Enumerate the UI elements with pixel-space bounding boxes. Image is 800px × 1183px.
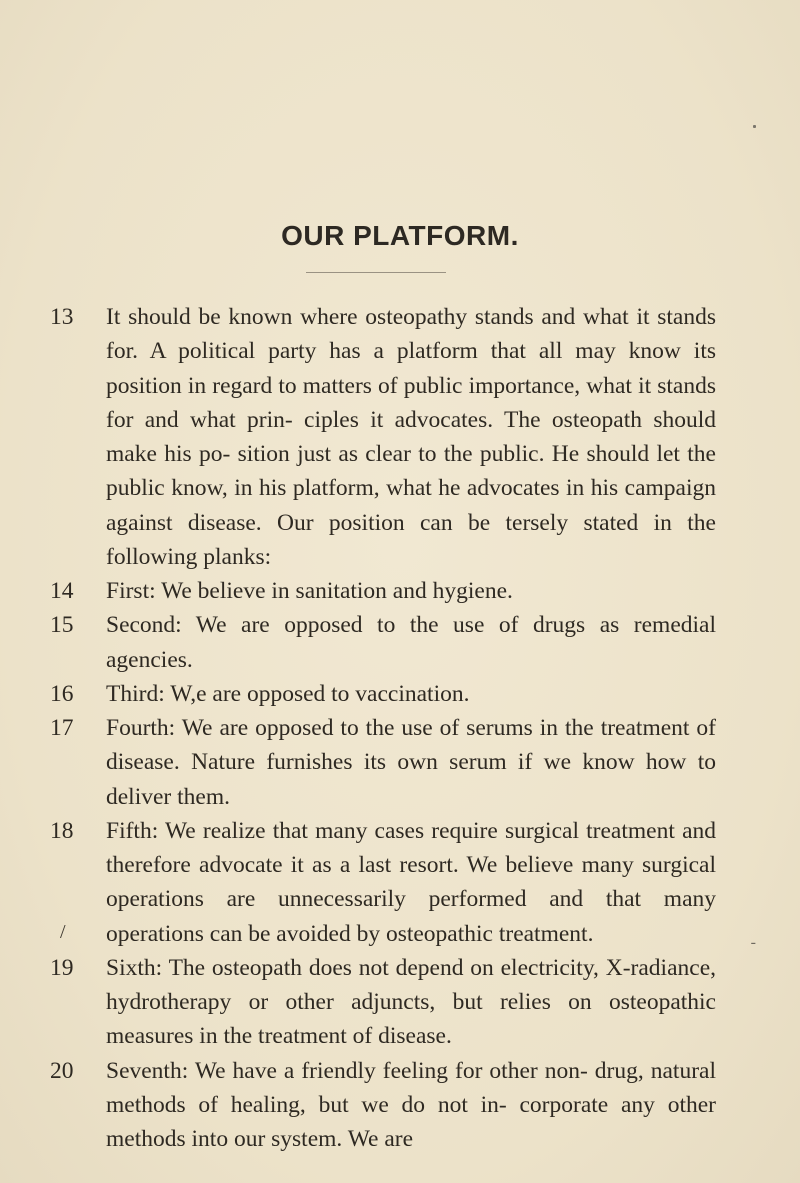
margin-slash-mark: / [60,920,66,943]
paragraph-number: 15 [50,612,74,639]
paragraph-text: Fifth: We realize that many cases require surgical treatment and therefore advocate it as a last resort. We believe many surgical operations are unnecessarily performed and that many operations can be avoided by osteopathic treatment. [106,817,716,947]
paragraph-text: Seventh: We have a friendly feeling for other non- drug, natural methods of healing, but we do not in- corporate any other methods into our system. We are [106,1057,716,1152]
paragraph-13 [50,300,716,574]
title-rule [306,272,446,273]
paragraph-17 [50,711,716,814]
paragraph-number: 14 [50,578,74,604]
paragraph-text: Fourth: We are opposed to the use of serums in the treatment of disease. Nature furnishes its own serum if we know how to deliver them. [106,715,716,810]
paragraph-number: 18 [50,817,74,844]
paragraph-20 [50,1054,716,1157]
paragraph-text: First: We believe in sanitation and hygiene. [106,578,513,604]
paragraph-number: 17 [50,715,74,741]
paragraph-number: 13 [50,304,74,330]
paragraph-text: Second: We are opposed to the use of drugs as remedial agencies. [106,612,716,673]
margin-dash-mark: - [750,933,756,951]
page-title: OUR PLATFORM. [281,220,519,251]
paragraph-19 [50,951,716,1054]
body-text [50,300,756,1156]
paragraph-text: Sixth: The osteopath does not depend on electricity, X-radiance, hydrotherapy or other adjuncts, but relies on osteopathic measures in the treatment of disease. [106,954,716,1050]
paragraph-number: 20 [50,1057,74,1084]
paragraph-number: 19 [50,954,74,981]
paragraph-14 [50,574,716,608]
paragraph-text: It should be known where osteopathy stands and what it stands for. A political party has a platform that all may know its position in regard to matters of public importance, what it stands for and what prin- ciples it advocates. The osteopath should make his po- sition just as clear to the public. He should let the public know, in his platform, what he advocates in his campaign against disease. Our position can be tersely stated in the following planks: [106,304,716,570]
page-speck [753,125,756,128]
paragraph-18 [50,814,756,951]
paragraph-number: 16 [50,680,74,707]
paragraph-15 [50,608,716,677]
paragraph-text: Third: W,e are opposed to vaccination. [106,680,470,707]
paragraph-16 [50,677,716,711]
